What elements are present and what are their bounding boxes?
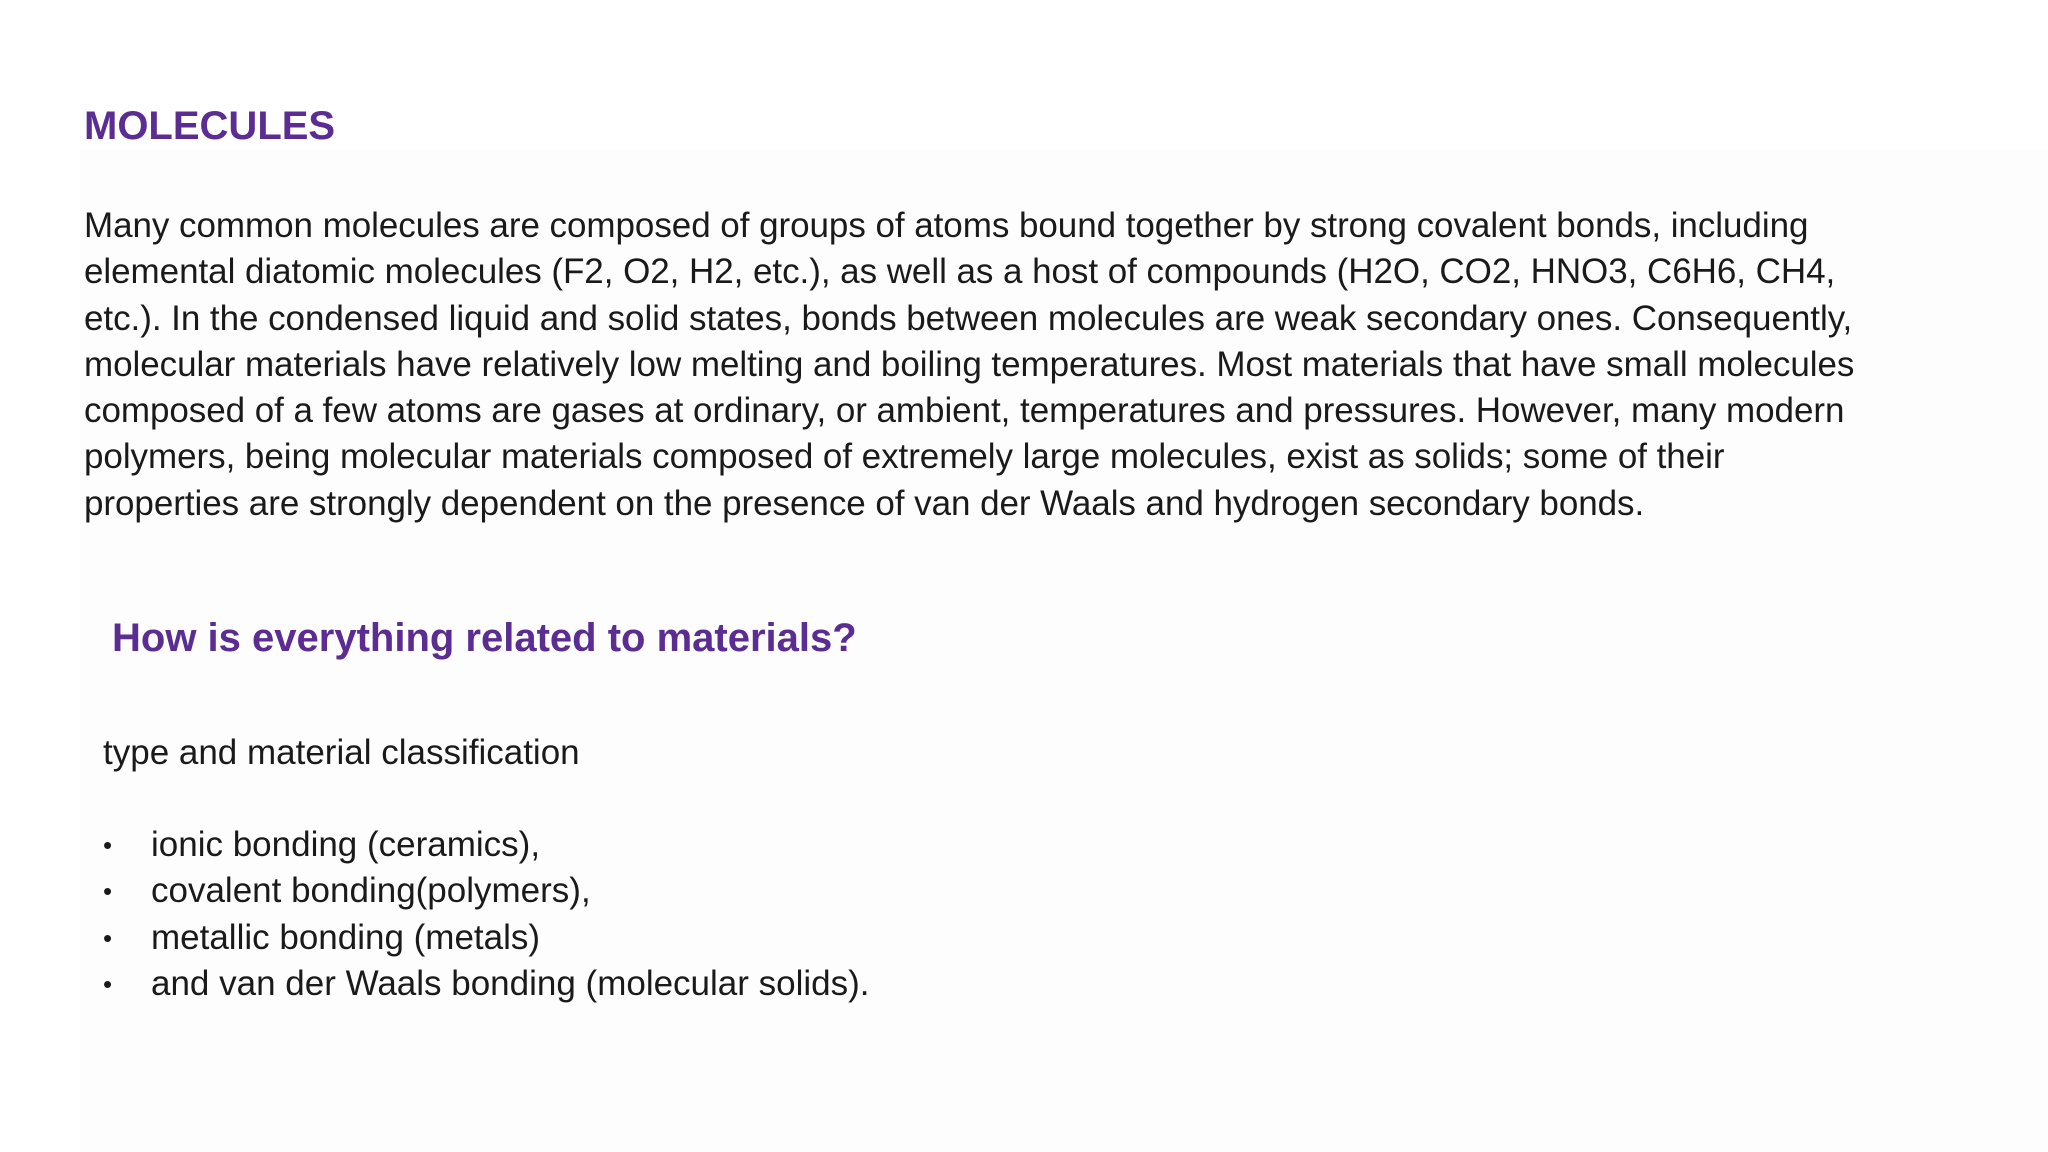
list-item <box>103 915 870 961</box>
paragraph-line: etc.). In the condensed liquid and solid states, bonds between molecules are weak secondary ones. Consequently, <box>84 298 1853 338</box>
bullet-icon: • <box>103 922 113 953</box>
section-title-molecules: MOLECULES <box>84 104 336 148</box>
molecules-paragraph <box>84 203 2044 527</box>
list-item-text: ionic bonding (ceramics), <box>151 825 541 864</box>
bullet-icon: • <box>103 876 113 907</box>
section-title-materials-relation: How is everything related to materials? <box>112 616 857 660</box>
bullet-icon: • <box>103 830 113 860</box>
bullet-icon: • <box>103 968 113 999</box>
paragraph-line: elemental diatomic molecules (F2, O2, H2, etc.), as well as a host of compounds (H2O, CO2, HNO3, C6H6, CH4, <box>84 252 1836 292</box>
paragraph-line: polymers, being molecular materials composed of extremely large molecules, exist as solids; some of their <box>84 437 1725 477</box>
classification-label: type and material classification <box>103 733 580 772</box>
list-item <box>103 868 870 914</box>
paragraph-line: Many common molecules are composed of groups of atoms bound together by strong covalent bonds, including <box>84 206 1809 245</box>
list-item <box>103 822 870 868</box>
list-item <box>103 961 870 1007</box>
list-item-text: covalent bonding(polymers), <box>151 871 591 911</box>
paragraph-line: molecular materials have relatively low melting and boiling temperatures. Most materials that have small molecules <box>84 344 1855 384</box>
paragraph-line: properties are strongly dependent on the presence of van der Waals and hydrogen secondary bonds. <box>84 483 1645 523</box>
paragraph-line: composed of a few atoms are gases at ordinary, or ambient, temperatures and pressures. However, many modern <box>84 391 1845 431</box>
list-item-text: metallic bonding (metals) <box>151 917 541 957</box>
bond-type-list <box>103 822 870 1007</box>
list-item-text: and van der Waals bonding (molecular solids). <box>151 963 870 1003</box>
